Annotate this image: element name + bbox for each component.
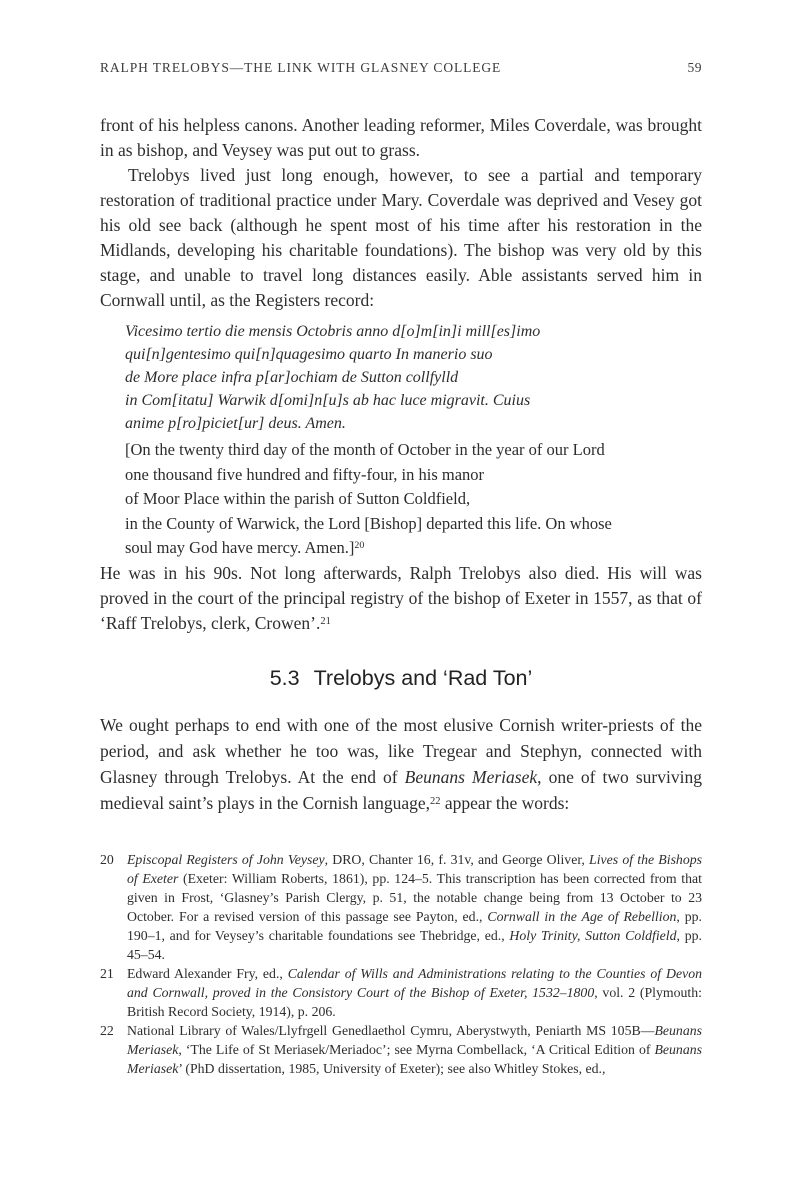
translation-quote-line: of Moor Place within the parish of Sutton Coldfield, [125, 489, 471, 508]
footnote-ref-21: 21 [320, 615, 331, 627]
footnote-22 [100, 1021, 702, 1078]
translation-quote-line: in the County of Warwick, the Lord [Bishop] departed this life. On whose [125, 513, 612, 533]
paragraph-2: Trelobys lived just long enough, however, to see a partial and temporary restoration of traditional practice under Mary. Coverdale was deprived and Vesey got his old see back (although he spent most of his time after his restoration in the Midlands, developing his charitable foundations). The bishop was very old by this stage, and unable to travel long distances easily. Able assistants served him in Cornwall until, as the Registers record: [100, 165, 702, 310]
translation-quote-line: soul may God have mercy. Amen.]$^{20}$ [125, 538, 365, 557]
running-header [100, 60, 702, 76]
section-number: 5.3 [269, 666, 300, 690]
footnote-20 [100, 850, 702, 964]
latin-quote-line: in Com[itatu] Warwik d[omi]n[u]s ab hac luce migravit. Cuius [125, 392, 531, 409]
latin-quote-line: Vicesimo tertio die mensis Octobris anno d[o]m[in]i mill[es]imo [125, 323, 541, 340]
paragraph-4: We ought perhaps to end with one of the most elusive Cornish writer-priests of the period, and ask whether he too was, like Tregear and Stephyn, connected with Glasney through Trelobys. At the end of Beunans Meriasek, one of two surviving medieval saint’s plays in the Cornish language,$^{22}$ appear the words: [100, 715, 702, 813]
footnote-text: National Library of Wales/Llyfrgell Genedlaethol Cymru, Aberystwyth, Peniarth MS 105B—Beunans Meriasek, ‘The Life of St Meriasek/Meriadoc’; see Myrna Combellack, ‘A Critical Edition of Beunans Meriasek’ (PhD dissertation, 1985, University of Exeter); see also Whitley Stokes, ed., [127, 1023, 702, 1076]
paragraph-1: front of his helpless canons. Another leading reformer, Miles Coverdale, was brought in as bishop, and Veysey was put out to grass. [100, 115, 702, 160]
page-number: 59 [687, 60, 702, 75]
section-title: Trelobys and ‘Rad Ton’ [313, 666, 533, 690]
translation-quote-line: one thousand five hundred and fifty-four, in his manor [125, 464, 485, 484]
latin-quote-line: qui[n]gentesimo qui[n]quagesimo quarto In manerio suo [125, 346, 493, 363]
footnote-text: Edward Alexander Fry, ed., Calendar of Wills and Administrations relating to the Counties of Devon and Cornwall, proved in the Consistory Court of the Bishop of Exeter, 1532–1800, vol. 2 (Plymouth: British Record Society, 1914), p. 206. [127, 966, 703, 1019]
footnote-number: 22 [100, 1023, 114, 1038]
latin-quote-line: anime p[ro]piciet[ur] deus. Amen. [125, 415, 346, 432]
footnote-text: Episcopal Registers of John Veysey, DRO, Chanter 16, f. 31v, and George Oliver, Lives of the Bishops of Exeter (Exeter: William Roberts, 1861), pp. 124–5. This transcription has been corrected from that given in Frost, ‘Glasney’s Parish Clergy, p. 51, the notable change being from 13 October to 23 October. For a revised version of this passage see Payton, ed., Cornwall in the Age of Rebellion, pp. 190–1, and for Veysey’s charitable foundations see Thebridge, ed., Holy Trinity, Sutton Coldfield, pp. 45–54. [127, 852, 702, 962]
latin-quote-line: de More place infra p[ar]ochiam de Sutton collfylld [125, 369, 459, 386]
section-heading [100, 666, 702, 691]
footnote-number: 21 [100, 966, 114, 981]
running-title: RALPH TRELOBYS—THE LINK WITH GLASNEY COLLEGE [100, 60, 502, 75]
footnote-ref-20: 20 [354, 540, 365, 552]
footnote-21 [100, 964, 702, 1021]
latin-block-quote [125, 320, 685, 435]
paragraph-3: He was in his 90s. Not long afterwards, Ralph Trelobys also died. His will was proved in the court of the principal registry of the bishop of Exeter in 1557, as that of ‘Raff Trelobys, clerk, Crowen’.$^{21}$ [100, 563, 702, 633]
footnotes-section [100, 850, 702, 1078]
footnote-ref-22: 22 [430, 795, 441, 807]
translation-block-quote [125, 438, 685, 561]
translation-quote-line: [On the twenty third day of the month of October in the year of our Lord [125, 440, 605, 459]
footnote-number: 20 [100, 852, 114, 867]
